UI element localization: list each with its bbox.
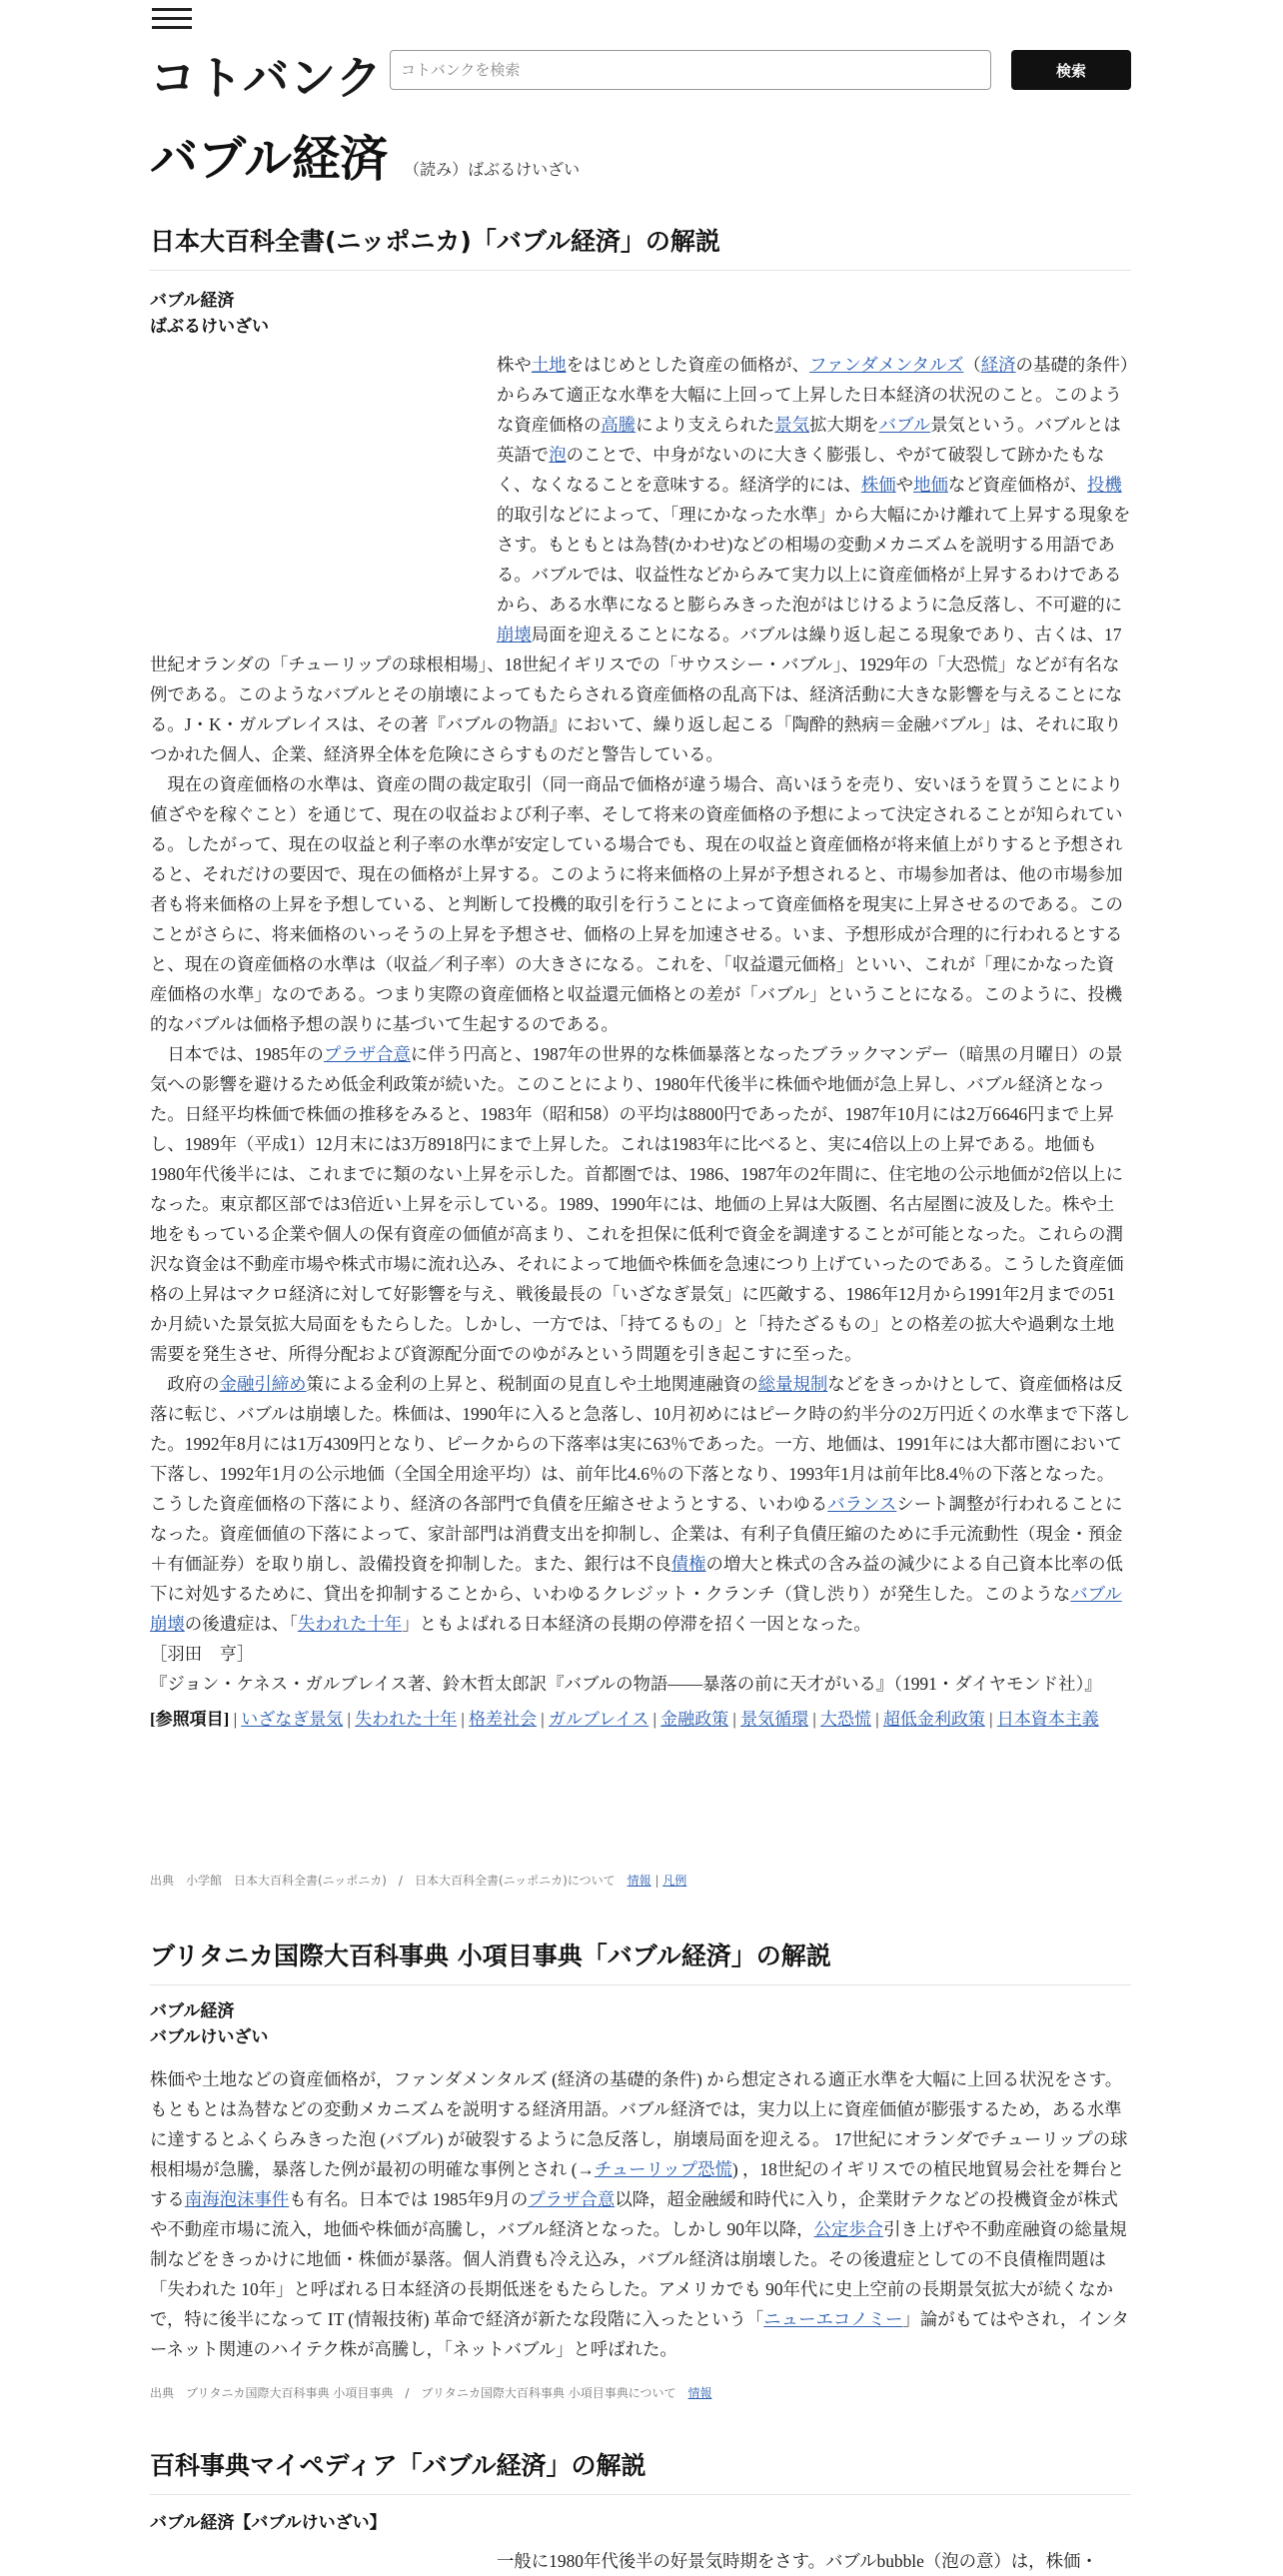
link-koto[interactable]: 高騰	[601, 415, 637, 435]
reference-items: [参照項目] | いざなぎ景気 | 失われた十年 | 格差社会 | ガルブレイス | 金融政策 | 景気循環 | 大恐慌 | 超低金利政策 | 日本資本主義	[150, 1710, 1099, 1729]
bibliography: 『ジョン・ケネス・ガルブレイス著、鈴木哲太郎訳『バブルの物語――暴落の前に天才がいる』（1991・ダイヤモンド社）』	[150, 1674, 1102, 1694]
section-heading-nipponica: 日本大百科全書(ニッポニカ)「バブル経済」の解説	[150, 222, 1131, 271]
link-plaza[interactable]: プラザ合意	[323, 1044, 411, 1064]
article-body-mypedia: 一般に1980年代後半の好景気時期をさす。バブルbubble（泡の意）は，株価・	[497, 2551, 1098, 2571]
link-tulip[interactable]: チューリップ恐慌	[594, 2159, 732, 2179]
link-new-economy[interactable]: ニューエコノミー	[763, 2309, 903, 2329]
link-kabuka[interactable]: 株価	[860, 475, 896, 495]
info-link[interactable]: 情報	[627, 1874, 651, 1888]
site-logo[interactable]: コトバンク	[150, 51, 384, 105]
link-hokai[interactable]: 崩壊	[497, 625, 532, 644]
link-toki[interactable]: 投機	[1087, 475, 1122, 495]
term-heading-britannica: バブル経済 バブルけいざい	[150, 2001, 269, 2046]
reference-link[interactable]: 失われた十年	[355, 1710, 458, 1729]
legend-link[interactable]: 凡例	[662, 1874, 687, 1888]
reference-link[interactable]: ガルブレイス	[548, 1710, 649, 1729]
reference-link[interactable]: 景気循環	[740, 1710, 809, 1729]
link-soryo-kisei[interactable]: 総量規制	[757, 1374, 828, 1394]
link-kotei-buai[interactable]: 公定歩合	[813, 2219, 884, 2239]
info-link-britannica[interactable]: 情報	[687, 2386, 712, 2400]
reference-link[interactable]: 大恐慌	[819, 1710, 871, 1729]
article-body-britannica: 株価や土地などの資産価格が，ファンダメンタルズ (経済の基礎的条件) から想定される適正水準を大幅に上回る状況をさす。もともとは為替などの変動メカニズムを説明する経済用語。バブル経済では，実力以上に資産価値が膨張するため，ある水準に達するとふくらみきった泡 (バブル) が破裂するように急反落し，崩壊局面を迎える。 17世紀にオランダでチューリップの球根相場が急騰，暴落した例が最初の明確な事例とされ (→チューリップ恐慌) ，18世紀のイギリスでの植民地貿易会社を舞台とする南海泡沫事件も有名。日本では 1985年9月のプラザ合意以降，超金融緩和時代に入り，企業財テクなどの投機資金が株式や不動産市場に流入，地価や株価が高騰し，バブル経済となった。しかし 90年以降，公定歩合引き上げや不動産融資の総量規制などをきっかけに地価・株価が暴落。個人消費も冷え込み，バブル経済は崩壊した。その後遺症としての不良債権問題は「失われた 10年」と呼ばれる日本経済の長期低迷をもたらした。アメリカでも 90年代に史上空前の長期景気拡大が続くなかで，特に後半になって IT (情報技術) 革命で経済が新たな段階に入ったという「ニューエコノミー」論がもてはやされ，インターネット関連のハイテク株が高騰し，「ネットバブル」と呼ばれた。	[150, 2069, 1129, 2359]
section-heading-mypedia: 百科事典マイペディア「バブル経済」の解説	[150, 2446, 1131, 2495]
link-fundamentals[interactable]: ファンダメンタルズ	[809, 355, 964, 375]
menu-icon[interactable]	[152, 8, 194, 32]
reference-link[interactable]: 格差社会	[469, 1710, 538, 1729]
reference-link[interactable]: 超低金利政策	[882, 1710, 985, 1729]
link-keizai[interactable]: 経済	[980, 355, 1016, 375]
link-keiki[interactable]: 景気	[774, 415, 810, 435]
reference-link[interactable]: いざなぎ景気	[241, 1710, 344, 1729]
link-tochi[interactable]: 土地	[531, 355, 567, 375]
section-heading-britannica: ブリタニカ国際大百科事典 小項目事典「バブル経済」の解説	[150, 1936, 1131, 1985]
term-heading-mypedia: バブル経済【バブルけいざい】	[150, 2513, 387, 2532]
reference-link[interactable]: 日本資本主義	[996, 1710, 1099, 1729]
link-saiken[interactable]: 債権	[670, 1554, 706, 1574]
source-nipponica: 出典 小学館 日本大百科全書(ニッポニカ) / 日本大百科全書(ニッポニカ)について 情報 | 凡例	[150, 1874, 687, 1888]
link-bubble[interactable]: バブル	[878, 415, 931, 435]
page-title-row	[150, 120, 580, 189]
reference-link[interactable]: 金融政策	[660, 1710, 729, 1729]
link-kinyu-hikishime[interactable]: 金融引締め	[219, 1374, 307, 1394]
link-awa[interactable]: 泡	[549, 445, 567, 465]
link-balance[interactable]: バランス	[827, 1494, 897, 1514]
source-britannica: 出典 ブリタニカ国際大百科事典 小項目事典 / ブリタニカ国際大百科事典 小項目事典について 情報	[150, 2386, 712, 2400]
link-bubble-hokai[interactable]: バブル崩壊	[150, 1584, 1122, 1634]
link-plaza-2[interactable]: プラザ合意	[528, 2189, 616, 2209]
search-input[interactable]	[390, 50, 991, 90]
search-button[interactable]: 検索	[1011, 50, 1131, 90]
link-southsea[interactable]: 南海泡沫事件	[184, 2189, 290, 2209]
page-title: バブル経済	[150, 131, 389, 187]
link-chika[interactable]: 地価	[913, 475, 948, 495]
author: ［羽田 亨］	[150, 1644, 255, 1664]
page-reading: （読み）ばぶるけいざい	[404, 160, 581, 179]
term-heading: バブル経済 ばぶるけいざい	[150, 291, 269, 336]
link-ushinawareta[interactable]: 失われた十年	[297, 1614, 403, 1634]
article-body-nipponica: 株や土地をはじめとした資産の価格が、ファンダメンタルズ（経済の基礎的条件）からみて適正な水準を大幅に上回って上昇した日本経済の状況のこと。このような資産価格の高騰により支えられた景気拡大期をバブル景気という。バブルとは英語で泡のことで、中身がないのに大きく膨張し、やがて破裂して跡かたもなく、なくなることを意味する。経済学的には、株価や地価など資産価格が、投機的取引などによって、「理にかなった水準」から大幅にかけ離れて上昇する現象をさす。もともとは為替(かわせ)などの相場の変動メカニズムを説明する用語である。バブルでは、収益性などからみて実力以上に資産価格が上昇するわけであるから、ある水準になると膨らみきった泡がはじけるように急反落し、不可避的に崩壊局面を迎えることになる。バブルは繰り返し起こる現象であり、古くは、17世紀オランダの「チューリップの球根相場」、18世紀イギリスでの「サウスシー・バブル」、1929年の「大恐慌」などが有名な例である。このようなバブルとその崩壊によってもたらされる資産価格の乱高下は、経済活動に大きな影響を与えることになる。J・K・ガルブレイスは、その著『バブルの物語』において、繰り返し起こる「陶酔的熱病＝金融バブル」は、それに取りつかれた個人、企業、経済界全体を危険にさらすものだと警告している。 現在の資産価格の水準は、資産の間の裁定取引（同一商品で価格が違う場合、高いほうを売り、安いほうを買うことにより値ざやを稼ぐこと）を通じて、現在の収益および利子率、そして将来の資産価格の予想によって決定されることが知られている。したがって、現在の収益と利子率の水準が安定している場合でも、現在の収益と資産価格が将来値上がりすると予想されると、それだけの要因で、現在の価格が上昇する。このように将来価格の上昇が予想されると、市場参加者は、他の市場参加者も将来価格の上昇を予想している、と判断して投機的取引を行うことによって資産価格を現実に上昇させるのである。このことがさらに、将来価格のいっそうの上昇を予想させ、価格の上昇を加速させる。いま、予想形成が合理的に行われるとすると、現在の資産価格の水準は（収益／利子率）の大きさになる。これを、「収益還元価格」といい、これが「理にかなった資産価格の水準」なのである。つまり実際の資産価格と収益還元価格との差が「バブル」ということになる。このように、投機的なバブルは価格予想の誤りに基づいて生起するのである。 日本では、1985年のプラザ合意に伴う円高と、1987年の世界的な株価暴落となったブラックマンデー（暗黒の月曜日）の景気への影響を避けるため低金利政策が続いた。このことにより、1980年代後半に株価や地価が急上昇し、バブル経済となった。日経平均株価で株価の推移をみると、1983年（昭和58）の平均は8800円であったが、1987年10月には2万6646円まで上昇し、1989年（平成1）12月末には3万8918円にまで上昇した。これは1983年に比べると、実に4倍以上の上昇である。地価も1980年代後半には、これまでに類のない上昇を示した。首都圏では、1986、1987年の2年間に、住宅地の公示地価が2倍以上になった。東京都区部では3倍近い上昇を示している。1989、1990年には、地価の上昇は大阪圏、名古屋圏に波及した。株や土地をもっている企業や個人の保有資産の価値が高まり、これを担保に低利で資金を調達することが可能となった。これらの潤沢な資金は不動産市場や株式市場に流れ込み、それによって地価や株価を急速につり上げていったのである。こうした資産価格の上昇はマクロ経済に対して好影響を与え、戦後最長の「いざなぎ景気」に匹敵する、1986年12月から1991年2月までの51か月続いた景気拡大局面をもたらした。しかし、一方では、「持てるもの」と「持たざるもの」との格差の拡大や過剰な土地需要を発生させ、所得分配および資源配分面でのゆがみという問題を引き起こすに至った。 政府の金融引締め策による金利の上昇と、税制面の見直しや土地関連融資の総量規制などをきっかけとして、資産価格は反落に転じ、バブルは崩壊した。株価は、1990年に入ると急落し、10月初めにはピーク時の約半分の2万円近くの水準まで下落した。1992年8月には1万4309円となり、ピークからの下落率は実に63％であった。一方、地価は、1991年には大都市圏において下落し、1992年1月の公示地価（全国全用途平均）は、前年比4.6％の下落となり、1993年1月は前年比8.4％の下落となった。こうした資産価格の下落により、経済の各部門で負債を圧縮させようとする、いわゆるバランスシート調整が行われることになった。資産価値の下落によって、家計部門は消費支出を抑制し、企業は、有利子負債圧縮のために手元流動性（現金・預金＋有価証券）を取り崩し、設備投資を抑制した。また、銀行は不良債権の増大と株式の含み益の減少による自己資本比率の低下に対処するために、貸出を抑制することから、いわゆるクレジット・クランチ（貸し渋り）が発生した。このようなバブル崩壊の後遺症は、「失われた十年」ともよばれる日本経済の長期の停滞を招く一因となった。 ［羽田 亨］ 『ジョン・ケネス・ガルブレイス著、鈴木哲太郎訳『バブルの物語――暴落の前に天才がいる』（1991・ダイヤモンド社）』 [参照項目] | いざなぎ景気 | 失われた十年 | 格差社会 | ガルブレイス | 金融政策 | 景気循環 | 大恐慌 | 超低金利政策 | 日本資本主義	[150, 350, 1131, 1735]
